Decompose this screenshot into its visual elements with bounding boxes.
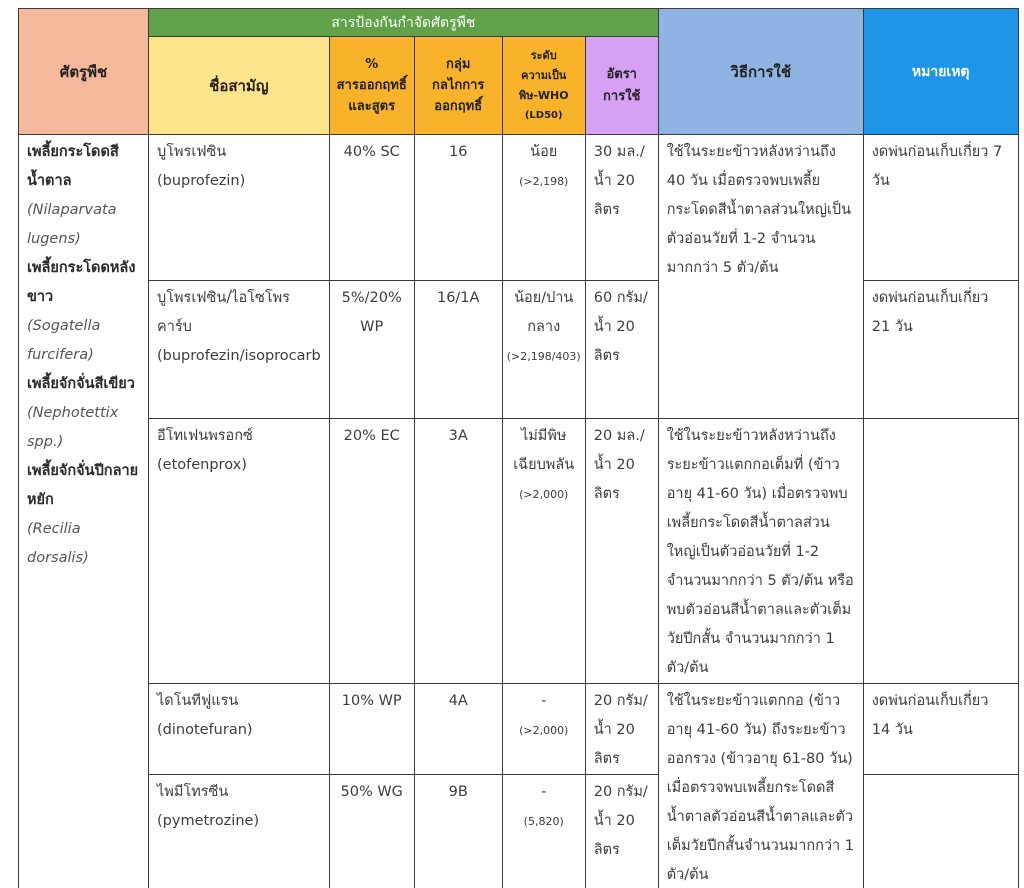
header-who-line3: พิษ-WHO bbox=[518, 88, 569, 102]
pest-scientific-name: (Sogatella furcifera) bbox=[27, 318, 101, 363]
toxicity-level: ไม่มีพิษเฉียบพลัน bbox=[513, 428, 575, 473]
toxicity-level: น้อย bbox=[530, 144, 558, 160]
pest-scientific-name: (Recilia dorsalis) bbox=[27, 521, 89, 566]
percent-cell: 40% SC bbox=[329, 135, 414, 281]
common-name-en: (dinotefuran) bbox=[157, 722, 253, 738]
common-name-en: (buprofezin) bbox=[157, 173, 246, 189]
common-name-cell bbox=[149, 419, 330, 684]
pest-name: เพลี้ยจักจั่นปีกลายหยัก bbox=[27, 463, 139, 508]
pest-name: เพลี้ยจักจั่นสีเขียว bbox=[27, 376, 135, 392]
pesticide-table bbox=[18, 8, 1019, 888]
header-rate-line2: การใช้ bbox=[603, 88, 641, 104]
common-name-en: (pymetrozine) bbox=[157, 813, 260, 830]
moa-cell: 16 bbox=[414, 135, 502, 281]
common-name-en: (buprofezin/isoprocarb bbox=[157, 348, 321, 364]
ld50-value: (>2,198) bbox=[519, 175, 569, 188]
method-cell: ใช้ในระยะข้าวหลังหว่านถึงระยะข้าวแตกกอเต็มที่ (ข้าวอายุ 41-60 วัน) เมื่อตรวจพบเพลี้ยกระโดดสีน้ำตาลส่วนใหญ่เป็นตัวอ่อนวัยที่ 1-2 จำนวนมากกว่า 5 ตัว/ต้น หรือพบตัวอ่อนสีน้ำตาลและตัวเต็มวัยปีกสั้น จำนวนมากกว่า 1 ตัว/ต้น bbox=[658, 419, 863, 684]
header-moa-line1: กลุ่ม bbox=[446, 57, 471, 72]
toxicity-level: - bbox=[541, 693, 547, 709]
header-percent-line2: สารออกฤทธิ์ bbox=[336, 78, 407, 93]
percent-cell: 5%/20% WP bbox=[329, 281, 414, 419]
header-moa bbox=[414, 37, 502, 135]
note-cell: งดพ่นก่อนเก็บเกี่ยว 21 วัน bbox=[863, 281, 1018, 419]
rate-cell: 20 กรัม/น้ำ 20 ลิตร bbox=[585, 775, 658, 888]
note-cell: งดพ่นก่อนเก็บเกี่ยว 7 วัน bbox=[863, 135, 1018, 281]
header-method: วิธีการใช้ bbox=[658, 9, 863, 135]
ld50-value: (>2,000) bbox=[519, 724, 569, 737]
common-name-cell bbox=[149, 281, 330, 419]
method-cell: ใช้ในระยะข้าวแตกกอ (ข้าวอายุ 41-60 วัน) ถึงระยะข้าวออกรวง (ข้าวอายุ 61-80 วัน) เมื่อตรวจพบเพลี้ยกระโดดสีน้ำตาลตัวอ่อนสีน้ำตาลและตัวเต็มวัยปีกสั้นจำนวนมากกว่า 1 ตัว/ต้น bbox=[658, 684, 863, 888]
pest-scientific-name: (Nephotettix spp.) bbox=[27, 405, 119, 450]
common-name-th: ไพมีโทรซีน bbox=[157, 784, 229, 801]
ld50-value: (>2,198/403) bbox=[506, 350, 581, 363]
common-name-en: (etofenprox) bbox=[157, 457, 247, 473]
header-common-name: ชื่อสามัญ bbox=[149, 37, 330, 135]
moa-cell: 16/1A bbox=[414, 281, 502, 419]
header-percent-line1: % bbox=[365, 57, 379, 72]
common-name-th: ไดโนทีฟูแรน bbox=[157, 693, 239, 709]
header-pest: ศัตรูพืช bbox=[19, 9, 149, 135]
pest-name: เพลี้ยกระโดดหลังขาว bbox=[27, 260, 136, 305]
header-who-line2: ความเป็น bbox=[521, 68, 567, 82]
ld50-value: (5,820) bbox=[523, 815, 564, 829]
toxicity-cell bbox=[502, 775, 585, 888]
percent-cell: 10% WP bbox=[329, 684, 414, 775]
ld50-value: (>2,000) bbox=[519, 488, 569, 501]
note-cell bbox=[863, 419, 1018, 684]
header-percent bbox=[329, 37, 414, 135]
header-moa-line2: กลไกการ bbox=[432, 78, 485, 93]
header-moa-line3: ออกฤทธิ์ bbox=[434, 99, 483, 114]
rate-cell: 60 กรัม/น้ำ 20 ลิตร bbox=[585, 281, 658, 419]
header-who-toxicity bbox=[502, 37, 585, 135]
common-name-cell bbox=[149, 135, 330, 281]
moa-cell: 4A bbox=[414, 684, 502, 775]
header-rate-line1: อัตรา bbox=[606, 66, 637, 82]
moa-cell: 9B bbox=[414, 775, 502, 888]
header-pesticide-group: สารป้องกันกำจัดศัตรูพืช bbox=[149, 9, 659, 37]
note-cell bbox=[863, 775, 1018, 888]
moa-cell: 3A bbox=[414, 419, 502, 684]
toxicity-cell bbox=[502, 281, 585, 419]
note-cell: งดพ่นก่อนเก็บเกี่ยว 14 วัน bbox=[863, 684, 1018, 775]
toxicity-level: น้อย/ปานกลาง bbox=[514, 290, 574, 335]
rate-cell: 20 มล./น้ำ 20 ลิตร bbox=[585, 419, 658, 684]
pest-list-cell bbox=[19, 135, 149, 888]
toxicity-cell bbox=[502, 684, 585, 775]
header-rate bbox=[585, 37, 658, 135]
header-percent-line3: และสูตร bbox=[348, 99, 396, 114]
rate-cell: 20 กรัม/น้ำ 20 ลิตร bbox=[585, 684, 658, 775]
rate-cell: 30 มล./น้ำ 20 ลิตร bbox=[585, 135, 658, 281]
percent-cell: 20% EC bbox=[329, 419, 414, 684]
header-who-line1: ระดับ bbox=[530, 48, 557, 62]
toxicity-level: - bbox=[541, 784, 547, 801]
pest-scientific-name: (Nilaparvata lugens) bbox=[27, 202, 117, 247]
common-name-cell bbox=[149, 775, 330, 888]
common-name-th: บูโพรเฟซิน/ไอโซโพรคาร์บ bbox=[157, 290, 290, 335]
toxicity-cell bbox=[502, 419, 585, 684]
header-note: หมายเหตุ bbox=[863, 9, 1018, 135]
pest-name: เพลี้ยกระโดดสีน้ำตาล bbox=[27, 144, 119, 189]
common-name-cell bbox=[149, 684, 330, 775]
common-name-th: อีโทเฟนพรอกซ์ bbox=[157, 428, 253, 444]
toxicity-cell bbox=[502, 135, 585, 281]
common-name-th: บูโพรเฟซิน bbox=[157, 144, 227, 160]
percent-cell: 50% WG bbox=[329, 775, 414, 888]
method-cell: ใช้ในระยะข้าวหลังหว่านถึง 40 วัน เมื่อตรวจพบเพลี้ยกระโดดสีน้ำตาลส่วนใหญ่เป็นตัวอ่อนวัยที่ 1-2 จำนวนมากกว่า 5 ตัว/ต้น bbox=[658, 135, 863, 419]
header-who-line4: (LD50) bbox=[524, 109, 563, 121]
